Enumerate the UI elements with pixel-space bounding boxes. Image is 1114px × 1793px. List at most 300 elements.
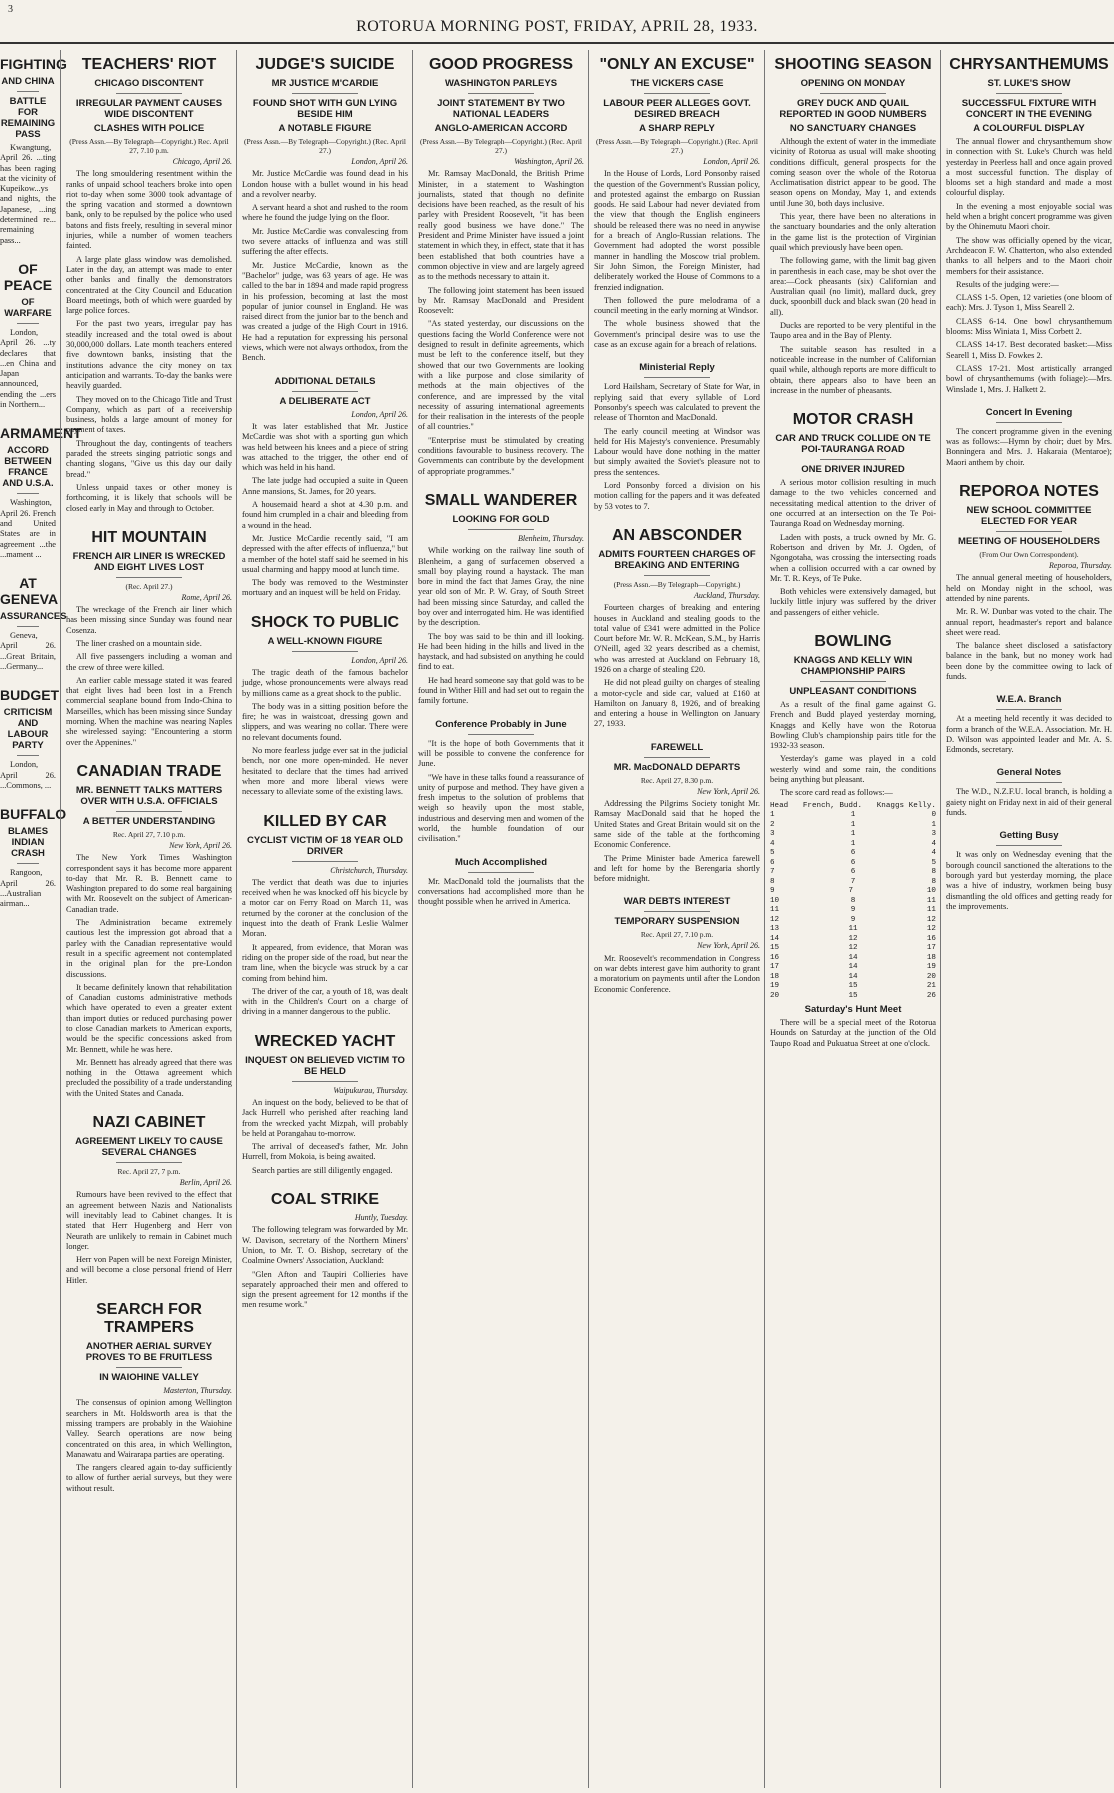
article bbox=[242, 1033, 408, 1185]
article-subheading: AND CHINA bbox=[1, 76, 55, 87]
paragraph: CLASS 14-17. Best decorated basket:—Miss Searell 1, Miss D. Fowkes 2. bbox=[946, 340, 1112, 360]
paragraph: For the past two years, irregular pay has steadily increased and the total owed is about 30,000,000 dollars. Late month teachers entered five downtown banks, insisting that the institutions advance the city money on tax anticipation and warrants. To-day the banks were heavily guarded. bbox=[66, 319, 232, 391]
article-deck: JOINT STATEMENT BY TWO NATIONAL LEADERS bbox=[437, 98, 565, 120]
article-deck: ONE DRIVER INJURED bbox=[801, 464, 905, 476]
column-7 bbox=[940, 50, 1112, 1788]
rule-divider bbox=[116, 577, 182, 578]
article bbox=[242, 1191, 408, 1320]
article bbox=[594, 56, 760, 359]
article-spacer bbox=[66, 1289, 232, 1295]
article-spacer bbox=[0, 794, 56, 800]
article-subheading: Getting Busy bbox=[999, 830, 1059, 842]
dateline: Auckland, Thursday. bbox=[694, 590, 760, 600]
paragraph: This year, there have been no alterations in the sanctuary boundaries and the only alteration in the game list is the protection of Virginian quail which previously have been open. bbox=[770, 212, 936, 252]
article-deck: BATTLE FOR REMAINING PASS bbox=[0, 96, 56, 140]
score-cell: 1 bbox=[931, 820, 936, 829]
article bbox=[946, 407, 1112, 477]
score-cell: 11 bbox=[848, 925, 858, 934]
paragraph: The balance sheet disclosed a satisfactory balance in the bank, but no money work had been done by the committee owing to lack of funds. bbox=[946, 641, 1112, 681]
press-credit: (Press Assn.—By Telegraph—Copyright.) Rec. April 27, 7.10 p.m. bbox=[69, 137, 229, 155]
article-spacer bbox=[0, 912, 56, 918]
paragraph: An earlier cable message stated it was feared that eight lives had been lost in a French commercial seaplane bound from Indo-China to Marseilles, which has been missing since Sunday morning. When the machine was nearing Naples she wirelessed saying: "Encountering a storm over the Appenines." bbox=[66, 675, 232, 747]
article bbox=[418, 56, 584, 486]
article-deck-secondary: A COLOURFUL DISPLAY bbox=[973, 123, 1085, 134]
paragraph: London, April 26. ...ty declares that ...en China and Japan announced, ending the ...ers in Northern... bbox=[0, 327, 56, 410]
article-headline: CANADIAN TRADE bbox=[76, 762, 222, 780]
rule-divider bbox=[292, 93, 358, 94]
score-cell: 19 bbox=[770, 982, 780, 991]
paragraph: Mr. Ramsay MacDonald, the British Prime Minister, in a statement to Washington journalists, stated that though no definite decisions have been reached, as the result of his parley with President Roosevelt, "it has been really good business we have done." The President and Prime Minister have issued a joint statement in which they, in effect, state that it has been established that both countries have a common objective in view and are largely agreed as to the methods necessary to attain it. bbox=[418, 169, 584, 282]
article-subheading: CYCLIST VICTIM OF 18 YEAR OLD DRIVER bbox=[246, 834, 404, 857]
article-subheading: Concert In Evening bbox=[985, 406, 1073, 418]
masthead-title: ROTORUA MORNING POST, FRIDAY, APRIL 28, 1933. bbox=[356, 18, 758, 35]
article-subheading: MR. BENNETT TALKS MATTERS OVER WITH U.S.A. OFFICIALS bbox=[75, 784, 223, 807]
article-headline: BOWLING bbox=[814, 632, 892, 650]
paragraph: The boy was said to be thin and ill looking. He had been hiding in the hills and lived in the haystack, and had subsisted on anything he could find to eat. bbox=[418, 631, 584, 672]
score-cell: 8 bbox=[931, 877, 936, 886]
score-row bbox=[770, 935, 936, 945]
dateline: Masterton, Thursday. bbox=[163, 1386, 232, 1396]
article bbox=[242, 614, 408, 807]
score-row bbox=[770, 992, 936, 1002]
article-subheading: INQUEST ON BELIEVED VICTIM TO BE HELD bbox=[245, 1054, 405, 1077]
article-headline: BUFFALO bbox=[0, 806, 67, 823]
rule-divider bbox=[996, 709, 1062, 710]
score-row bbox=[770, 868, 936, 878]
score-cell: 6 bbox=[850, 858, 856, 867]
paragraph: Rangoon, April 26. ...Australian airman... bbox=[0, 868, 56, 909]
score-cell: 21 bbox=[926, 982, 936, 991]
article-subheading: AGREEMENT LIKELY TO CAUSE SEVERAL CHANGES bbox=[75, 1136, 223, 1159]
paragraph: It became definitely known that rehabilitation of Canadian customs administrative methods which have operated to even a greater extent than import duties or reduced purchasing power to close Canadian markets to American exports, would be the specific concessions asked from Mr. Bennett, while he was here. bbox=[66, 982, 232, 1054]
article-spacer bbox=[418, 848, 584, 854]
article-spacer bbox=[242, 1021, 408, 1027]
paragraph: They moved on to the Chicago Title and Trust Company, which as part of a receivership business, holds a large amount of money for payment of taxes. bbox=[66, 394, 232, 435]
article-footer-heading: Saturday's Hunt Meet bbox=[804, 1004, 902, 1016]
rule-divider bbox=[116, 93, 182, 94]
dateline: Rome, April 26. bbox=[181, 592, 232, 602]
paragraph: The annual flower and chrysanthemum show in connection with St. Luke's Church was held yesterday in Peerless hall and once again proved a most successful function. The display of blooms set a high standard and made a most colourful display. bbox=[946, 137, 1112, 198]
article bbox=[594, 362, 760, 521]
column-6 bbox=[764, 50, 936, 1788]
paragraph: The concert programme given in the evening was as follows:—Hymn by choir; duet by Mrs. Bonningera and Mrs. J. Hakaraia (Mentaroe); Maori anthem by choir. bbox=[946, 426, 1112, 467]
article-subheading: ADMITS FOURTEEN CHARGES OF BREAKING AND ENTERING bbox=[598, 548, 756, 571]
article-subheading: NEW SCHOOL COMMITTEE ELECTED FOR YEAR bbox=[966, 505, 1092, 528]
score-cell: 8 bbox=[850, 896, 856, 905]
press-credit: (Press Assn.—By Telegraph—Copyright.) (Rec. April 27.) bbox=[419, 137, 583, 155]
rule-divider bbox=[468, 872, 534, 873]
score-header-row bbox=[770, 802, 936, 812]
article-subheading: ANOTHER AERIAL SURVEY PROVES TO BE FRUITLESS bbox=[85, 1341, 213, 1364]
rule-divider bbox=[17, 323, 39, 324]
score-row bbox=[770, 963, 936, 973]
article-subheading: MR JUSTICE M'CARDIE bbox=[271, 78, 379, 89]
article-deck: MEETING OF HOUSEHOLDERS bbox=[958, 536, 1100, 548]
score-cell: 16 bbox=[770, 953, 780, 962]
article-spacer bbox=[594, 353, 760, 359]
rule-divider bbox=[292, 1081, 358, 1082]
rule-divider bbox=[468, 529, 534, 530]
paragraph: As a result of the final game against G. French and Budd played yesterday morning, Knaggs and Kelly have won the Rotorua Bowling Club's championship pairs title for the 1932-33 season. bbox=[770, 699, 936, 751]
article bbox=[0, 56, 67, 255]
paragraph: "We have in these talks found a reassurance of unity of purpose and method. They have given a fresh impetus to the solution of problems that weigh so heavily upon the most stable, industrious and deserving men and women of the world, the humble foundation of our civilisation." bbox=[418, 772, 584, 844]
article-headline: KILLED BY CAR bbox=[263, 812, 387, 830]
paragraph: CLASS 6-14. One bowl chrysanthemum blooms: Miss Winiata 1, Miss Corbett 2. bbox=[946, 316, 1112, 337]
score-cell: 20 bbox=[770, 991, 780, 1000]
paragraph: A large plate glass window was demolished. Later in the day, an attempt was made to enter other banks and finally the demonstrators concentrated at the City Council and Education Board meetings, both of which were guarded by large police forces. bbox=[66, 254, 232, 316]
paragraph: Kwangtung, April 26. ...ting has been raging at the vicinity of Kupeikow...ys and nights, the Japanese, ...ing determined re... remaining pass... bbox=[0, 143, 56, 245]
article-headline: WRECKED YACHT bbox=[254, 1032, 396, 1050]
paragraph: "Enterprise must be stimulated by creating conditions favourable to business recovery. The Governments can contribute by the development of appropriate programmes." bbox=[418, 435, 584, 476]
article bbox=[0, 806, 67, 918]
article-subheading: General Notes bbox=[996, 767, 1062, 779]
paragraph: The early council meeting at Windsor was held for His Majesty's convenience. Presumably Labour would have done nothing in the matter but simply awaited the Soviet's pleasure not to press the sentences. bbox=[594, 426, 760, 477]
article-headline: BUDGET bbox=[0, 687, 60, 704]
article-subheading: FRENCH AIR LINER IS WRECKED AND EIGHT LIVES LOST bbox=[72, 550, 226, 573]
article-headline: SHOOTING SEASON bbox=[774, 56, 932, 73]
article-subheading: KNAGGS AND KELLY WIN CHAMPIONSHIP PAIRS bbox=[793, 654, 913, 677]
rule-divider bbox=[17, 863, 39, 864]
article bbox=[66, 1301, 232, 1503]
article-spacer bbox=[242, 1314, 408, 1320]
score-cell: 9 bbox=[850, 915, 856, 924]
article-spacer bbox=[242, 1179, 408, 1185]
article bbox=[770, 56, 936, 405]
article-subheading: CHICAGO DISCONTENT bbox=[94, 78, 204, 89]
press-credit: Rec. April 27, 7 p.m. bbox=[117, 1167, 181, 1177]
article-spacer bbox=[0, 563, 56, 569]
paragraph: Mr. Justice McCardie was found dead in his London house with a bullet wound in his head and a revolver nearby. bbox=[242, 169, 408, 199]
score-row bbox=[770, 887, 936, 897]
paragraph: Mr. MacDonald told the journalists that the conversations had accomplished more than he thought possible when he arrived in America. bbox=[418, 876, 584, 907]
article-spacer bbox=[594, 733, 760, 739]
rule-divider bbox=[820, 93, 886, 94]
score-cell: 12 bbox=[848, 944, 858, 953]
paragraph: The liner crashed on a mountain side. bbox=[76, 638, 202, 648]
dateline: Waipukurau, Thursday. bbox=[333, 1085, 408, 1095]
score-cell: 14 bbox=[848, 963, 858, 972]
article-subheading: THE VICKERS CASE bbox=[630, 78, 724, 89]
score-cell: 5 bbox=[931, 858, 936, 867]
paragraph: The wreckage of the French air liner which has been missing since Sunday was found near Cosenza. bbox=[66, 605, 232, 635]
score-row bbox=[770, 925, 936, 935]
dateline: Berlin, April 26. bbox=[179, 1178, 232, 1188]
article bbox=[0, 687, 60, 800]
paragraph: The show was officially opened by the vicar, Archdeacon F. W. Chatterton, who also extended thanks to all helpers and to the Maori choir members for their assistance. bbox=[946, 235, 1112, 276]
paragraph: Mr. Justice McCardie was convalescing from two severe attacks of influenza and was still suffering the after effects. bbox=[242, 226, 408, 257]
paragraph: The body was removed to the Westminster mortuary and an inquest will be held on Friday. bbox=[242, 578, 408, 598]
dateline: Huntly, Tuesday. bbox=[354, 1213, 408, 1223]
article-spacer bbox=[0, 675, 56, 681]
rule-divider bbox=[468, 734, 534, 735]
paragraph: While working on the railway line south of Blenheim, a gang of surfacemen observed a small boy playing round a haystack. The man bore in mind the fact that James Gray, the nine year old son of Mr. P. W. Gray, of South Street had been missing since Saturday, and called the boy over and interrogated him. He was identified by the description. bbox=[418, 546, 584, 628]
article-spacer bbox=[770, 621, 936, 627]
paragraph: The Administration became extremely cautious lest the impression got abroad that a parley with the Canadian representative would result in a specific agreement not contemplated in the original plan for the pre-London discussions. bbox=[66, 918, 232, 979]
paragraph: "It is the hope of both Governments that it will be possible to convene the conference for June. bbox=[418, 738, 584, 769]
paragraph: Lord Hailsham, Secretary of State for War, in replying said that every syllable of Lord Ponsonby's speech was calculated to prevent the release of Thornton and MacDonald. bbox=[594, 382, 760, 423]
paragraph: Addressing the Pilgrims Society tonight Mr. Ramsay MacDonald said that he hoped the United States and Great Britain would sit on the same side of the table at the forthcoming Economic Conference. bbox=[594, 799, 760, 850]
score-cell: 9 bbox=[850, 906, 856, 915]
score-row bbox=[770, 859, 936, 869]
article-headline: REPOROA NOTES bbox=[959, 483, 1099, 501]
score-row bbox=[770, 954, 936, 964]
paragraph: London, April 26. ...Commons, ... bbox=[0, 760, 56, 790]
paragraph: Then followed the pure melodrama of a council meeting in the early morning at Windsor. bbox=[594, 295, 760, 316]
article bbox=[946, 767, 1112, 827]
article-deck: MR. MacDONALD DEPARTS bbox=[613, 761, 741, 773]
score-cell: 8 bbox=[770, 877, 775, 886]
rule-divider bbox=[17, 626, 39, 627]
rule-divider bbox=[644, 575, 710, 576]
rule-divider bbox=[996, 531, 1062, 532]
article bbox=[0, 425, 82, 569]
paragraph: Search parties are still diligently engaged. bbox=[252, 1165, 393, 1175]
article-headline: SMALL WANDERER bbox=[424, 491, 578, 509]
score-cell: 1 bbox=[850, 839, 856, 848]
column-2 bbox=[60, 50, 232, 1788]
article-deck: A BETTER UNDERSTANDING bbox=[82, 815, 216, 827]
rule-divider bbox=[292, 861, 358, 862]
press-credit: (Press Assn.—By Telegraph—Copyright.) (Rec. April 27.) bbox=[595, 137, 759, 155]
paragraph: The score card read as follows:— bbox=[780, 788, 893, 798]
paragraph: Fourteen charges of breaking and entering houses in Auckland and stealing goods to the total value of £341 were admitted in the Police Court before Mr. W. R. McKean, S.M., by Harris O'Neill, aged 32 years described as a chemist, who was arrested at Auckland on February 18, 1926 on a charge of stealing £20. bbox=[594, 603, 760, 674]
score-cell: 11 bbox=[770, 906, 780, 915]
paragraph: There will be a special meet of the Rotorua Hounds on Saturday at the junction of the Old Taupo Road and Pukuatua Street at one o'clock. bbox=[770, 1018, 936, 1048]
rule-divider bbox=[820, 681, 886, 682]
dateline: Christchurch, Thursday. bbox=[330, 865, 408, 875]
article-spacer bbox=[946, 685, 1112, 691]
article bbox=[770, 411, 936, 627]
rule-divider bbox=[996, 782, 1062, 783]
paragraph: "Glen Afton and Taupiri Collieries have separately approached their men and offered to sign the present agreement for 12 months if the men resume work." bbox=[242, 1269, 408, 1310]
paragraph: The annual general meeting of householders, held on Monday night in the school, was attended by nine parents. bbox=[946, 573, 1112, 603]
score-row bbox=[770, 973, 936, 983]
paragraph: The following joint statement has been issued by Mr. Ramsay MacDonald and President Roosevelt: bbox=[418, 285, 584, 316]
score-row bbox=[770, 982, 936, 992]
article-spacer bbox=[66, 751, 232, 757]
score-cell: 1 bbox=[850, 820, 856, 829]
article-deck: IN WAIOHINE VALLEY bbox=[99, 1372, 199, 1384]
paragraph: He did not plead guilty on charges of stealing a motor-cycle and side car, valued at £160 at Hamilton on January 8, 1926, and of breaking and entering a house in Wellington on January 27, 1933. bbox=[594, 678, 760, 729]
score-cell: 11 bbox=[926, 896, 936, 905]
paragraph: Geneva, April 26. ...Great Britain, ...Germany... bbox=[0, 631, 56, 672]
paragraph: "As stated yesterday, our discussions on the questions facing the World Conference were not designed to result in definite agreements, which must be left to the conference itself, but they showed that our two Governments are looking with a like purpose and close similarity of methods at the main objectives of the conference, and are impressed by the vital necessity of assuring international agreements for their realisation in the interests of the people of all countries." bbox=[418, 319, 584, 432]
paragraph: A servant heard a shot and rushed to the room where he found the judge lying on the floor. bbox=[242, 203, 408, 223]
score-cell: 14 bbox=[848, 953, 858, 962]
score-header-cell: Head bbox=[770, 801, 789, 810]
article-spacer bbox=[594, 998, 760, 1004]
score-cell: 12 bbox=[926, 925, 936, 934]
paragraph: Although the extent of water in the immediate vicinity of Rotorua as usual will make shooting conditions difficult, general prospects for the coming season over the whole of the Rotorua Acclimatisation district appear to be good. The season opens on Monday, May 1, and extends until June 30, both days inclusive. bbox=[770, 137, 936, 208]
score-row bbox=[770, 821, 936, 831]
article-subheading: ASSURANCES bbox=[0, 611, 67, 623]
score-cell: 7 bbox=[770, 868, 775, 877]
press-credit: (Press Assn.—By Telegraph—Copyright.) bbox=[613, 579, 741, 589]
article bbox=[594, 527, 760, 739]
column-5 bbox=[588, 50, 760, 1788]
dateline: London, April 26. bbox=[351, 655, 408, 665]
paragraph: At a meeting held recently it was decided to form a branch of the W.E.A. Association. Mr. H. D. Wilson was appointed leader and Mr. A. S. Edmonds, secretary. bbox=[946, 714, 1112, 755]
score-cell: 18 bbox=[770, 972, 780, 981]
article-subheading: CAR AND TRUCK COLLIDE ON TE POI-TAURANGA ROAD bbox=[775, 433, 931, 456]
article bbox=[946, 483, 1112, 691]
paragraph: The W.D., N.Z.F.U. local branch, is holding a gaiety night on Friday next in aid of their general funds. bbox=[946, 787, 1112, 818]
paragraph: The late judge had occupied a suite in Queen Anne mansions, St. James, for 20 years. bbox=[242, 476, 408, 496]
dateline: New York, April 26. bbox=[697, 786, 760, 796]
article bbox=[66, 529, 232, 757]
article-headline: "ONLY AN EXCUSE" bbox=[599, 56, 755, 73]
press-credit: (Rec. April 27.) bbox=[125, 581, 173, 591]
article bbox=[418, 857, 584, 917]
paragraph: The tragic death of the famous bachelor judge, whose pronouncements were always read by millions came as a great shock to the public. bbox=[242, 667, 408, 698]
rule-divider bbox=[644, 377, 710, 378]
article bbox=[418, 719, 584, 854]
article-headline: TEACHERS' RIOT bbox=[81, 56, 217, 73]
score-cell: 15 bbox=[770, 944, 780, 953]
score-cell: 12 bbox=[926, 915, 936, 924]
press-credit: (Press Assn.—By Telegraph—Copyright.) (Rec. April 27.) bbox=[243, 137, 407, 155]
article-headline: SHOCK TO PUBLIC bbox=[250, 613, 400, 631]
score-row bbox=[770, 849, 936, 859]
dateline: New York, April 26. bbox=[169, 840, 232, 850]
article-spacer bbox=[418, 480, 584, 486]
article-spacer bbox=[418, 710, 584, 716]
article-headline: ARMAMENT bbox=[0, 425, 82, 442]
rule-divider bbox=[996, 845, 1062, 846]
article-subheading: FAREWELL bbox=[650, 741, 704, 753]
article-headline: AN ABSCONDER bbox=[611, 526, 743, 544]
rule-divider bbox=[644, 93, 710, 94]
article-headline: OF PEACE bbox=[3, 260, 53, 293]
paragraph: A serious motor collision resulting in much damage to the two vehicles concerned and necessitating medical attention to the driver of one occurred at an intersection on the Te Poi-Tauranga Road on Wednesday morning. bbox=[770, 478, 936, 529]
score-cell: 11 bbox=[926, 906, 936, 915]
rule-divider bbox=[820, 459, 886, 460]
score-cell: 10 bbox=[770, 896, 780, 905]
article-deck: A DELIBERATE ACT bbox=[279, 395, 371, 407]
article bbox=[242, 56, 408, 373]
paragraph: Unless unpaid taxes or other money is forthcoming, it is likely that schools will be closed early in May and through to October. bbox=[66, 482, 232, 513]
rule-divider bbox=[644, 757, 710, 758]
article-deck-secondary: A NOTABLE FIGURE bbox=[278, 123, 372, 134]
article-spacer bbox=[0, 413, 56, 419]
score-row bbox=[770, 897, 936, 907]
score-cell: 12 bbox=[770, 915, 780, 924]
article-spacer bbox=[66, 1102, 232, 1108]
article-subheading: ADDITIONAL DETAILS bbox=[274, 375, 376, 387]
paragraph: The long smouldering resentment within the ranks of unpaid school teachers broke into open riot to-day when some 3000 took advantage of the spring vacation and stormed a downtown bank, only to be repulsed by the police who used batons and fists freely, resulting in several minor injuries, while a number of women teachers fainted. bbox=[66, 169, 232, 251]
paragraph: He had heard someone say that gold was to be found in Wither Hill and had set out to regain the family fortune. bbox=[418, 675, 584, 706]
score-cell: 13 bbox=[770, 925, 780, 934]
score-cell: 4 bbox=[770, 839, 775, 848]
rule-divider bbox=[996, 93, 1062, 94]
article bbox=[594, 742, 760, 894]
article-headline: HIT MOUNTAIN bbox=[91, 528, 207, 546]
rule-divider bbox=[17, 493, 39, 494]
article-subheading: OF WARFARE bbox=[4, 296, 52, 319]
paragraph: An inquest on the body, believed to be that of Jack Hurrell who perished after reaching land from the wrecked yacht Mizpah, will probably be held at Porangahau to-morrow. bbox=[242, 1098, 408, 1138]
press-credit: Rec. April 27, 8.30 p.m. bbox=[640, 775, 714, 785]
paragraph: The Prime Minister bade America farewell and left for home by the Berengaria shortly before midnight. bbox=[594, 853, 760, 884]
press-credit: (From Our Own Correspondent). bbox=[979, 550, 1079, 560]
rule-divider bbox=[644, 911, 710, 912]
score-row bbox=[770, 878, 936, 888]
paragraph: Herr von Papen will be next Foreign Minister, and will become a close personal friend of Herr Hitler. bbox=[66, 1255, 232, 1285]
article-deck: SUCCESSFUL FIXTURE WITH CONCERT IN THE EVENING bbox=[961, 98, 1097, 120]
score-row bbox=[770, 830, 936, 840]
article-subheading: OPENING ON MONDAY bbox=[800, 78, 906, 89]
score-cell: 19 bbox=[926, 963, 936, 972]
article-subheading: Ministerial Reply bbox=[639, 362, 715, 374]
rule-divider bbox=[996, 422, 1062, 423]
article-headline: JUDGE'S SUICIDE bbox=[255, 56, 395, 73]
article bbox=[418, 492, 584, 716]
article bbox=[66, 1114, 232, 1295]
score-cell: 4 bbox=[931, 839, 936, 848]
paragraph: Lord Ponsonby forced a division on his motion calling for the papers and it was defeated by 53 votes to 7. bbox=[594, 481, 760, 511]
article-subheading: CRITICISM AND LABOUR PARTY bbox=[3, 707, 53, 752]
article-deck: IRREGULAR PAYMENT CAUSES WIDE DISCONTENT bbox=[75, 98, 223, 120]
article-spacer bbox=[770, 399, 936, 405]
article-subheading: A WELL-KNOWN FIGURE bbox=[267, 635, 383, 647]
paragraph: Both vehicles were extensively damaged, but luckily little injury was suffered by the driver and passengers of either vehicle. bbox=[770, 587, 936, 617]
article bbox=[946, 694, 1112, 764]
paragraph: Mr. Justice McCardie, known as the "Bachelor" judge, was 63 years of age. He was called to the bar in 1894 and made rapid progress in his profession, becoming at last the most popular of junior counsel in England. He was raised direct from the junior bar to the bench and was created a judge of the High Court in 1916. He had a reputation for expressing his personal views, which were not always orthodox, from the Bench. bbox=[242, 260, 408, 363]
paragraph: It appeared, from evidence, that Moran was riding on the proper side of the road, but near the tram line, when the bicycle was struck by a car coming from behind him. bbox=[242, 942, 408, 983]
rule-divider bbox=[116, 811, 182, 812]
score-cell: 17 bbox=[926, 944, 936, 953]
press-credit: Rec. April 27, 7.10 p.m. bbox=[112, 829, 186, 839]
paragraph: The rangers cleared again to-day sufficiently to allow of further aerial surveys, but they were without result. bbox=[66, 1463, 232, 1493]
article-subheading: ACCORD BETWEEN FRANCE AND U.S.A. bbox=[2, 445, 54, 490]
score-cell: 7 bbox=[850, 877, 856, 886]
score-row bbox=[770, 840, 936, 850]
score-cell: 26 bbox=[926, 991, 936, 1000]
score-cell: 0 bbox=[931, 811, 936, 820]
column-1 bbox=[0, 50, 82, 1788]
rule-divider bbox=[116, 1162, 182, 1163]
article-subheading: BLAMES INDIAN CRASH bbox=[7, 826, 49, 860]
article bbox=[594, 896, 760, 1003]
dateline: Washington, April 26. bbox=[514, 157, 584, 166]
article bbox=[242, 376, 408, 608]
article-spacer bbox=[946, 758, 1112, 764]
article-deck-secondary: ANGLO-AMERICAN ACCORD bbox=[434, 123, 568, 134]
score-cell: 20 bbox=[926, 972, 936, 981]
paragraph: Rumours have been revived to the effect that an agreement between Nazis and Nationalists will inevitably lead to Cabinet changes. It is stated that Herr Hugenberg and Herr von Neurath are unlikely to remain in Cabinet much longer. bbox=[66, 1190, 232, 1251]
score-cell: 15 bbox=[848, 991, 858, 1000]
paragraph: Mr. Bennett has already agreed that there was nothing in the Ottawa agreement which precluded the possibility of a trade understanding with the United States and Canada. bbox=[66, 1057, 232, 1098]
article-headline: FIGHTING bbox=[0, 56, 67, 72]
masthead-rule bbox=[0, 42, 1114, 44]
score-row bbox=[770, 811, 936, 821]
article-deck-secondary: CLASHES WITH POLICE bbox=[93, 123, 205, 134]
article-spacer bbox=[66, 1497, 232, 1503]
paragraph: All five passengers including a woman and the crew of three were killed. bbox=[66, 652, 232, 672]
article-deck: LABOUR PEER ALLEGES GOVT. DESIRED BREACH bbox=[603, 98, 751, 120]
score-cell: 3 bbox=[770, 830, 775, 839]
article-subheading: LOOKING FOR GOLD bbox=[452, 513, 550, 525]
article-headline: COAL STRIKE bbox=[270, 1191, 380, 1209]
score-cell: 7 bbox=[848, 887, 853, 896]
paragraph: The whole business showed that the Government's principal desire was to use the case as an excuse again for a breach of relations. bbox=[594, 319, 760, 350]
article-spacer bbox=[418, 911, 584, 917]
article bbox=[946, 830, 1112, 921]
article bbox=[242, 813, 408, 1027]
score-row bbox=[770, 906, 936, 916]
paragraph: CLASS 1-5. Open, 12 varieties (one bloom of each): Mrs. J. Tyson 1, Miss Searell 2. bbox=[946, 293, 1112, 313]
score-cell: 14 bbox=[848, 972, 858, 981]
article bbox=[0, 575, 67, 681]
